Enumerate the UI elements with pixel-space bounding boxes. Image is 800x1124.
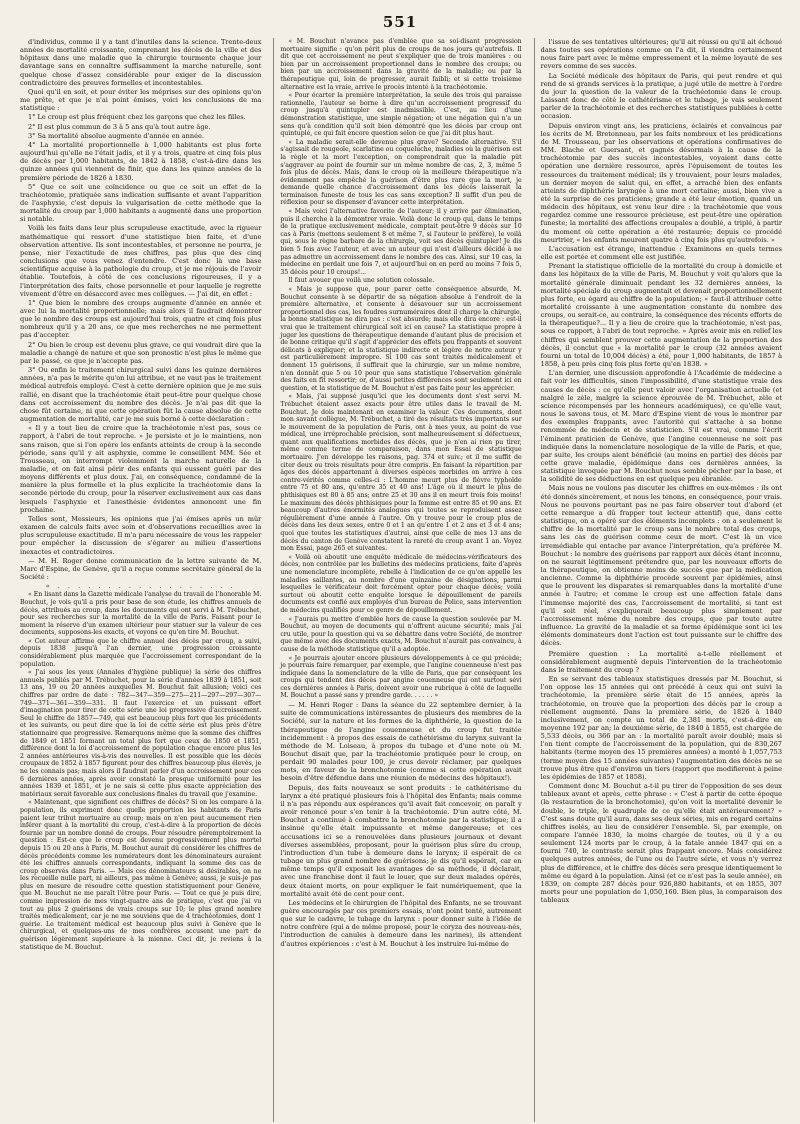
column-left [20, 38, 261, 1122]
paragraph: 1° Le croup est plus fréquent chez les garçons que chez les filles. [28, 113, 246, 122]
paragraph: Il faut avouer que voilà une solution colossale. [288, 277, 435, 285]
paragraph: — M. Henri Roger : Dans la séance du 22 septembre dernier, à la suite de communications intéressantes de plusieurs des membres de la Société, sur la nature et les formes de la diphthérie, la question de la thérapeutique de l'angine couenneuse et du croup fut traitée incidemment : à propos des essais de cathétérisme du larynx suivant la méthode de M. Loiseau, à propos du tubage et d'une note où M. Bouchut disait que, par la trachéotomie pratiquée pour le croup, on perdait 90 malades pour 100, je crus devoir réclamer, par quelques mots, en faveur de la bronchotomie (comme si cette opération avait besoin d'être défendue dans une réunion de médecins des hôpitaux!). [280, 701, 522, 783]
paragraph: 3° Ou enfin le traitement chirurgical suivi dans les quinze dernières années, n'a pas le mérite qu'on lui attribue, et ne vaut pas le traitement médical autrefois employé. C'est à cette dernière opinion que je me suis rallié, en disant que la trachéotomie était peut-être pour quelque chose dans cet accroissement du nombre des décès. Je n'ai pas dit que la chose fût certaine, ni que cette opération fût la cause absolue de cette augmentation de mortalité, car je me suis borné à cette déclaration : [20, 366, 262, 424]
paragraph: l'issue de ses tentatives ultérieures; qu'il ait réussi ou qu'il ait échoué dans toutes ses opérations comme on l'a dit, il viendra certainement nous faire part avec le même empressement et la même loyauté de ses revers comme de ses succès. [540, 38, 782, 71]
paragraph: « La maladie serait-elle devenue plus grave? Seconde alternative. S'il s'agissait de rougeole, scarlatine ou coqueluche, maladies où la guérison est la règle et la mort l'exception, on comprendrait que la maladie pût s'aggraver au point de fournir sur un même nombre de cas, 2, 3, même 5 fois plus de décès. Mais, dans le croup où la meilleure thérapeutique n'a évidemment pas empêché la guérison d'être plus rare que la mort, je demande quelle chance d'accroissement dans les décès laisserait la terminaison funeste de tous les cas sans exception? Il suffit d'un peu de réflexion pour se dispenser d'avancer cette interprétation. [280, 138, 522, 207]
section-heading: Première question : La mortalité a-t-elle réellement et considérablement augmenté depuis l'intervention de la trachéotomie dans le traitement du croup ? [540, 649, 782, 674]
text-columns [20, 38, 782, 1122]
page-number: 551 [382, 13, 418, 31]
column-right [534, 38, 782, 1122]
paragraph: « En lisant dans la Gazette médicale l'analyse du travail de l'honorable M. Bouchut, je vois qu'il a pris pour base de son étude, les chiffres annuels de décès, attribués au croup, dans les documents qui ont servi à M. Trébuchet, pour ses recherches sur la mortalité de la ville de Paris. Faisant pour le moment la réserve d'un examen ultérieur pour statuer sur la valeur de ces documents, supposons-les exacts, et voyons ce qu'en tire M. Bouchut. [20, 591, 262, 637]
paragraph: « M. Bouchut n'avance pas d'emblée que sa soi-disant progression mortuaire signifie : qu'on périt plus de croups de nos jours qu'autrefois. Il dit que cet accroissement ne peut s'expliquer que de trois manières : ou bien par un accroissement proportionnel dans le nombre des croups; ou bien par un accroissement dans la gravité de la maladie; ou par la thérapeutique qui, loin de progresser, aurait faibli; et si cette troisième alternative est la vraie, arrive le procès intenté à la trachéotomie. [280, 38, 522, 91]
paragraph: « Mais voici l'alternative favorite de l'auteur; il y arrive par élimination, puis il cherche à la démontrer vraie. Voilà donc le croup qui, dans le temps de la pratique exclusivement médicale, comptait peut-être 9 décès sur 10 cas à Paris (mettons seulement 8 et même 7, si l'auteur le préfère), le voilà qui, sous le règne barbare de la chirurgie, voit ses décès quintupler! Je dis bien 5 fois avec l'auteur, et avec un auteur qui n'est d'ailleurs décidé à ne pas admettre un accroissement dans le nombre des cas. Ainsi, sur 10 cas, la médecine en perdait une fois 7, et aujourd'hui on en perd au moins 7 fois 5, 35 décès pour 10 croups!... [280, 208, 522, 276]
paragraph: Depuis, des faits nouveaux se sont produits : le cathétérisme du larynx a été pratiqué plusieurs fois à l'hôpital des Enfants; mais comme il n'a pas répondu aux espérances qu'il avait fait concevoir, on paraît y avoir renoncé pour s'en tenir à la trachéotomie. D'un autre côté, M. Bouchut a continué à combattre la bronchotomie par la statistique; il a insinué qu'elle était impuissante et même dangereuse; et ces accusations ici se a renouvelées dans plusieurs journaux et devant diverses assemblées, proposant, pour la guérison plus sûre du croup, l'introduction d'un tube à demeure dans le larynx; il espérait de ce tubage un plus grand nombre de guérisons; je dis qu'il espérait, car en même temps qu'il exposait les avantages de sa méthode, il déclarait, avec une franchise dont il faut le louer, que sur deux malades opérés, deux étaient morts, on pour expliquer le fait numériquement, que la mortalité avait été de cent pour cent. [280, 783, 522, 898]
paragraph: « Il y a tout lieu de croire que la trachéotomie n'est pas, sous ce rapport, à l'abri de tout reproche. » Je persiste et je le maintiens, non sans raison, que si l'on opère les enfants atteints de croup à la seconde période, sans qu'il y ait asphyxie, comme le conseillent MM. Sée et Trousseau, on interrompt violemment la marche naturelle de la maladie, et on fait ainsi périr des enfants qui eussent guéri par des moyens différents et plus doux. J'ai, en conséquence, condamné de la manière la plus formelle et la plus explicite la trachéotomie dans la seconde période du croup, pour la réserver exclusivement aux cas dans lesquels l'asphyxie et l'anesthésie évidentes annoncent une fin prochaine. [20, 424, 262, 514]
paragraph: L'accusation est étrange, inattendue : Examinons en quels termes elle est portée et comment elle est justifiée. [540, 244, 782, 262]
paragraph: 4° La mortalité proportionnelle à 1,000 habitants est plus forte aujourd'hui qu'elle ne l'était jadis, et il y a trois, quatre et cinq fois plus de décès par 1,000 habitants, de 1842 à 1858, c'est-à-dire dans les quinze années qui viennent de finir, que dans les quinze années de la première période de 1826 à 1830. [20, 140, 262, 182]
paragraph: « J'aurais pu mettre d'emblée hors de cause la question soulevée par M. Bouchut, au moyen de documents qui n'offrent aucune sécurité; mais j'ai cru utile, pour la question qui va se débattre dans votre Société, de montrer que même avec des documents exacts, M. Bouchut n'aurait pas convaincu, à cause de la méthode statistique qu'il a adoptée. [280, 615, 522, 653]
paragraph: « Pour écarter la première interprétation, la seule des trois qui paraisse rationnelle, l'auteur se borne à dire qu'un accroissement progressif du croup jusqu'à quintupler est inadmissible. C'est, au lieu d'une démonstration statistique, une simple négation; et une négation qui n'a un sens qu'à condition qu'il soit bien démontré que les décès par croup ont quintuplé, ce qui fait encore question selon ce que j'ai dit plus haut. [280, 92, 522, 138]
paragraph: 2° Il est plus commun de 3 à 5 ans qu'à tout autre âge. [28, 122, 211, 131]
paragraph: L'an dernier, une discussion approfondie à l'Académie de médecine a fait voir les difficultés, sinon l'impossibilité, d'une statistique vraie des causes de décès : ce qu'elle peut valoir avec l'organisation actuelle (et malgré le zèle, malgré la science éprouvée de M. Trébuchet, zèle et science récompensés par les honneurs académiques), ce qu'elle vaut, nous le savons tous, et M. Marc d'Espine vient de vous le montrer par des exemples frappants, avec l'autorité qui s'attache à sa bonne renommée de médecin et de statisticien. S'il est vrai, comme l'écrit l'éminent praticien de Genève, que l'angine couenneuse ne soit pas indiquée dans la nomenclature nosologique de la ville de Paris, et que, par suite, les croups aient bénéficié (au moins en partie) des décès par cette grave maladie, épidémique dans ces dernières années, la statistique invoquée par M. Bouchut nous semble pécher par la base, et la solidité de ses déductions en est quelque peu ébranlée. [540, 369, 782, 484]
paragraph: Les médecins et le chirurgien de l'hôpital des Enfants, ne se trouvant guère encouragés par ces premiers essais, n'ont point tenté, autrement que sur le cadavre, le tubage du larynx : pour donner suite à l'idée de notre confrère (qui a de même proposé, pour le coryza des nouveau-nés, l'introduction de canules à demeure dans les narines), ils attendent d'autres expériences : c'est à M. Bouchut à les instruire lui-même de [280, 898, 522, 948]
paragraph: Depuis environ vingt ans, les praticiens, éclairés et convaincus par les écrits de M. Bretonneau, par les faits nombreux et les prédications de M. Trousseau, par les observations et opérations confirmatives de MM. Blache et Guersant, et gagnés désormais à la cause de la trachéotomie par des succès incontestables, voyaient dans cette opération une dernière ressource, après l'épuisement de toutes les ressources du traitement médical; ils y trouvaient, pour leurs malades, un dernier moyen de salut qui, en effet, a arraché bien des enfants atteints de diphthérie laryngée à une mort certaine; aussi, bien vive a été la surprise de ces praticiens; grande a été leur émotion, quand un médecin des hôpitaux, est venu leur dire : la trachéotomie que vous regardez comme une ressource précieuse, est peut-être une opération funeste; la mortalité des affections croupales a doublé, a triplé, à partir du moment où cette opération a été restaurée; depuis ce procédé meurtrier, « les enfants meurent quatre à cinq fois plus qu'autrefois. » [540, 121, 782, 244]
paragraph: « Je pourrais ajouter encore plusieurs développements à ce qui précède; je pourrais faire remarquer, par exemple, que l'angine couenneuse n'est pas indiquée dans la nomenclature de la ville de Paris, que par conséquent les croups qui tendent des décès par angine couenneuse qui ont surtout sévi ces dernières années à Paris, doivent avoir une rubrique à côté de laquelle M. Bouchut a passé sans y prendre garde. . . . . . » [280, 654, 522, 700]
paragraph: 3° Sa mortalité absolue augmente d'année en année. [28, 131, 204, 140]
paragraph: Voilà les faits dans leur plus scrupuleuse exactitude, avec la rigueur mathématique qui ressort d'une statistique bien faite, et d'une observation attentive. Ils sont incontestables, et personne ne pourra, je pense, nier l'exactitude de mes chiffres, pas plus que des cinq conclusions que vous venez d'entendre. C'est donc là une base scientifique acquise à la pathologie du croup, et je me réjouis de l'avoir établie. Toutefois, à côté de ces conclusions rigoureuses, il y a l'interprétation des faits, chose personnelle et pour laquelle je regrette vivement d'être en désaccord avec mes collègues. — J'ai dit, en effet : [20, 224, 262, 298]
paragraph: « Cet auteur affirme que le chiffre annuel des décès par croup, a suivi, depuis 1838 jusqu'à l'an dernier, une progression croissante considérablement plus marquée que l'accroissement correspondant de la population. [20, 637, 262, 668]
paragraph: 2° Ou bien le croup est devenu plus grave, ce qui voudrait dire que la maladie a changé de nature et que son pronostic n'est plus le même que par le passé, ce que je n'accepte pas. [20, 340, 262, 365]
paragraph: Quoi qu'il en soit, et pour éviter les méprises sur des opinions qu'on me prête, et que je n'ai point émises, voici les conclusions de ma statistique : [20, 87, 262, 113]
paragraph: 5° Que ce soit une coïncidence ou que ce soit un effet de la trachéotomie, pratiquée sans indication suffisante et avant l'apparition de l'asphyxie, c'est depuis la vulgarisation de cette méthode que la mortalité du croup par 1,000 habitants a augmenté dans une proportion si notable. [20, 182, 262, 224]
paragraph: « Voilà où aboutit une enquête médicale de médecins-vérificateurs des décès, non contrôlée par les bulletins des médecins praticiens, faite d'après une nomenclature incomplète, rebelle à l'indication de ce qu'on appelle les maladies saillantes, au nombre d'une quinzaine de désignations, parmi lesquelles le vérificateur doit forcément opter pour chaque décès; voilà surtout où aboutit cette enquête lorsque le dépouillement de pareils documents est confié aux employés d'un bureau de Police, sans intervention de médecins qualifiés pour ce genre de dépouillement. [280, 553, 522, 614]
paragraph: Comment donc M. Bouchut a-t-il pu tirer de l'opposition de ses deux tableaux avant et après, cette phrase : « C'est à partir de cette époque (la restauration de la bronchotomie), qu'on voit la mortalité devenir le double, le triple, le quadruple de ce qu'elle était antérieurement? » C'est sans doute qu'il aura, dans ses deux séries, mis en regard certains chiffres isolés, au lieu de considérer l'ensemble. Si, par exemple, on compare l'année 1830, la moins chargée de toutes, où il y a eu seulement 124 morts par le croup, à la fatale année 1847 qui en a fourni 740, le contraste serait plus frappant encore. Mais considérez quelques autres années, de l'une ou de l'autre série, et vous n'y verrez plus de différence, et le chiffre des décès sera presque identiquement le même eu égard à la population. Ainsi (et ce n'est pas la seule année), en 1839, on compte 287 décès pour 926,880 habitants, et en 1855, 307 morts pour une population de 1,050,160. Bien plus, la comparaison des tableaux [540, 782, 782, 905]
paragraph: « Mais, j'ai supposé jusqu'ici que les documents dont s'est servi M. Trébuchet étaient assez exacts pour être utiles dans le travail de M. Bouchut. Je dois maintenant en examiner la valeur. Ces documents, dont mon savant collègue, M. Trébuchet, a tiré des résultats très importants sur le mouvement de la population de Paris, ont à mes yeux, au point de vue médical, une irréprochable précision, sont malheureusement si défectueux, quant aux qualifications morbides des décès, que je n'en ai rien pu tirer, même comme terme de comparaison, dans mon Essai de statistique mortuaire. J'en développe les raisons, pag. 374 et suiv.; et il me suffit de citer deux ou trois résultats pour être compris. En faisant la répartition par âges des décès appartenant à diverses espèces morbides on arrive à ces contre-vérités comme celles-ci : L'homme meurt plus de fièvre typhoïde entre 75 et 80 ans, qu'entre 35 et 40 ans! L'âge où il meurt le plus de phthisiques est 80 à 85 ans; entre 25 et 30 ans il en meurt trois fois moins! Le maximum des décès phthisiques pour la femme est entre 85 et 90 ans. Et beaucoup d'autres énormités analogues qui toutes se reproduisent assez régulièrement d'une année à l'autre. On y trouve pour le croup plus de décès dans les deux sexes, entre 0 et 1 an qu'entre 1 et 2 ans et 3 et 4 ans; quoi que toutes les statistiques d'autrui, ainsi que celle de mes 13 ans de décès du canton de Genève constatent la rareté du croup avant 1 an. Voyez mon Essai, page 265 et suivantes. [280, 393, 522, 553]
paragraph: Telles sont, Messieurs, les opinions que j'ai émises après un mûr examen de calculs faits avec soin et d'observations recueillies avec la plus scrupuleuse exactitude. Il m'a paru nécessaire de vous les rappeler pour empêcher la discussion de s'égarer au milieu d'assertions inexactes et contradictoires. [20, 514, 262, 556]
paragraph: Mais nous ne voulons pas discuter les chiffres en eux-mêmes : ils ont été donnés sincèrement, et nous les tenons, en conséquence, pour vrais. Nous ne pouvons pourtant pas ne pas faire observer tout d'abord (et cette remarque a dû frapper tout lecteur attentif) que, dans cette statistique, on a opéré sur des éléments incomplets : on a seulement le chiffre de la mortalité par le croup sans le nombre total des croups, sans les cas de guérison comme ceux de mort. C'est là un vice irremédiable qui entache par avance l'interprétation, qu'a préférée M. Bouchut : le nombre des guérisons par rapport aux décès étant inconnu, on ne saurait légitimement prétendre que, par les nouveaux efforts de la thérapeutique, on obtienne moins de succès que par la médication ancienne. Comme la diphthérie procède souvent par épidémies, ainsi que le prouvent les disparates si remarquables dans la mortalité d'une année à l'autre; et comme le croup est une affection fatale dans l'immense majorité des cas, l'accroissement de mortalité, si tant est qu'il soit réel, s'expliquerait beaucoup plus simplement par l'accroissement même du nombre des croups, que par toute autre influence. La gravité de la maladie et sa forme épidémique sont ici les éléments dominateurs dont l'action est tout puissante sur le chiffre des décès. [540, 484, 782, 648]
paragraph: « Maintenant, que signifient ces chiffres de décès? Si on les compare à la population, ils expriment donc quelle proportion les habitants de Paris paient leur tribut mortuaire au croup; mais on n'en peut aucunement rien inférer quant à la mortalité du croup, c'est-à-dire à la proportion de décès fournie par un nombre donné de croups. Pour résoudre péremptoirement la question : Est-ce que le croup est devenu progressivement plus mortel depuis 15 ou 20 ans à Paris, M. Bouchut aurait dû considérer les chiffres de décès précédents comme les numérateurs dont les dénominateurs auraient été les chiffres annuels correspondants, indiquant la somme des cas de croup observés dans Paris. — Mais ces dénominateurs si désirables, on ne les recueille nulle part, ni ailleurs, pas même à Genève; aussi, je suis-je pas plus en mesure de résoudre cette question statistiquement pour Genève, que M. Bouchut ne me paraît l'être pour Paris. — Tout ce que je puis dire, comme impression de mes vingt-quatre ans de pratique, c'est que j'ai vu tout au plus 2 guérisons de vrais croups sur 10; le plus grand nombre traités médicalement, car je ne me souviens que de 4 trachéotomies, dont 1 guérie. Le traitement médical est beaucoup plus suivi à Genève que le chirurgical, et quelques-uns de mes confrères accusent une part de guérison légèrement supérieure à la mienne. Ceci dit, je reviens à la statistique de M. Bouchut. [20, 799, 262, 951]
paragraph: La Société médicale des hôpitaux de Paris, qui peut rendre et qui rend de si grands services à la pratique, a jugé utile de mettre à l'ordre du jour la question de la valeur de la trachéotomie dans le croup. Laissant donc de côté le cathétérisme et le tubage, je vais seulement parler de la trachéotomie et des recherches statistiques publiées à cette occasion. [540, 71, 782, 121]
paragraph: 1° Que bien le nombre des croups augmente d'année en année et avec lui la mortalité proportionnelle; mais alors il faudrait démontrer que le nombre des croups est aujourd'hui trois, quatre et cinq fois plus nombreux qu'il y a 20 ans, ce que mes recherches ne me permettent pas d'accepter. [20, 298, 262, 340]
column-middle [273, 38, 521, 1122]
paragraph: « J'ai sous les yeux (Annales d'hygiène publique) la série des chiffres annuels publiés par M. Trébuchet, pour la série d'années 1839 à 1851, soit 13 ans, 19 ou 20 années auxquelles M. Bouchut fait allusion; voici ces chiffres par ordre de date : 782—347—359—275—211—297—297—307—749—371—361—359—331. Il faut l'exercice et un puissant effort d'imagination pour tirer de cette série une loi progressive d'accroissement. Seul le chiffre de 1857—749, qui est beaucoup plus fort que les précédents et les suivants, ou peut dire que la loi de cette série est plus près d'être stationnaire que progressive. Remarquons même que la somme des chiffres de 1849 et 1851 formant un total plus fort que ceux de 1850 et 1851, différence dont la loi d'accroissement de population chaque encore plus les 2 années antérieures vis-à-vis des nouvelles. Il est possible que les décès croupaux de 1852 à 1857 figurent pour des chiffres beaucoup plus élevés, je ne les connais pas; mais alors il faudrait parler d'un accroissement pour ces 6 dernières années, après avoir constaté la presque uniformité pour les années 1839 et 1851, et je ne sais si cette plus exacte appréciation des matériaux serait favorable aux conclusions finales du travail que j'examine. [20, 669, 262, 798]
paragraph: « Mais je suppose que, pour parer cette conséquence absurde, M. Bouchut consente à se départir de sa négation absolue à l'endroit de la première alternative, et consente à désavouer sur un accroissement proportionnel des cas, les foudres surnuméraires dont il charge la chirurgie, la bonne statistique ne dira pas : c'est absurde; mais elle dira encore : est-il vrai que le traitement chirurgical soit ici en cause? La statistique propre à juger les questions de thérapeutique demande d'autant plus de précision et de bonne critique qu'il s'agit d'apprécier des effets peu frappants et souvent délicats à expliquer; et la statistique indirecte et légère de notre auteur y est particulièrement impropre. Si 100 cas sont traités médicalement et donnent 15 guérisons, il suffirait que la chirurgie, sur un même nombre, n'en donnât que 5 ou 10 pour que sans statistique l'observation générale des faits en fît ressortir; or, d'aussi petites différences sont seulement ici en question, et la statistique de M. Bouchut n'est pas faite pour les apprécier. [280, 286, 522, 392]
paragraph: — M. H. Roger donne communication de la lettre suivante de M. Marc d'Espine, de Genève, qu'il a reçue comme secrétaire général de la Société : [20, 556, 262, 581]
paragraph: Prenant la statistique officielle de la mortalité du croup à domicile et dans les hôpitaux de la ville de Paris, M. Bouchut y voit qu'alors que la mortalité générale diminuait pendant les 32 dernières années, la mortalité spéciale du croup augmentait et devenait proportionnellement plus forte, eu égard au chiffre de la population; « faut-il attribuer cette mortalité croissante à une augmentation constante du nombre des croups, ou serait-ce, au contraire, la conséquence des récents efforts de la thérapeutique?... Il y a lieu de croire que la trachéotomie, n'est pas, sous ce rapport, à l'abri de tout reproche. » Après avoir mis en relief les chiffres qui semblent prouver cette augmentation de la proportion des décès, il conclut que « la mortalité par le croup (32 années avaient fourni un total de 10,004 décès) a été, pour 1,000 habitants, de 1857 à 1858, à peu près cinq fois plus forte qu'en 1838. » [540, 262, 782, 369]
paragraph: d'individus, comme il y a tant d'inutiles dans la science. Trente-deux années de mortalité croissante, comprenant les décès de la ville et des hôpitaux dans une maladie que la chirurgie tourmente chaque jour davantage sans en connaître suffisamment la marche naturelle, sont quelque chose d'assez considérable pour exiger de la discussion contradictoire des preuves formelles et incontestables. [20, 38, 262, 87]
separator: « . . . . . . . . . . . . . . . . . . [45, 582, 236, 591]
paragraph: En se servant des tableaux statistiques dressés par M. Bouchut, si l'on oppose les 15 années qui ont précédé à ceux qui ont suivi la trachéotomie, la première série était de 15 années, après la trachéotomie, on trouve que la proportion des décès par le croup a réellement augmenté. Dans la première série, de 1826 à 1840 inclusivement, on compte un total de 2,381 morts, c'est-à-dire en moyenne 192 par an; la deuxième série, de 1840 à 1855, est chargée de 5,533 décès, ou 366 par an : la mortalité paraît avoir doublé; mais si l'on tient compte de l'accroissement de la population, qui de 830,267 habitants (terme moyen des 15 premières années) a monté à 1,057,753 (terme moyen des 15 années suivantes) l'augmentation des décès ne se trouve plus être que d'environ un tiers (rapport que modifieront à peine les épidémies de 1857 et 1858). [540, 675, 782, 781]
